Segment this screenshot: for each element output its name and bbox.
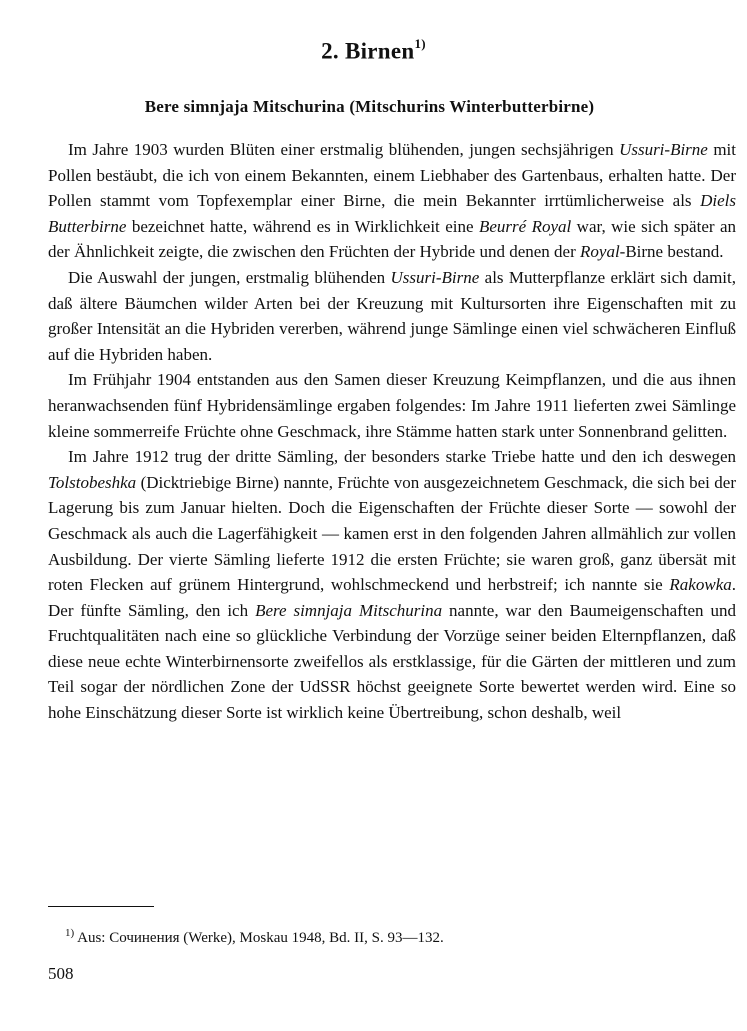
italic-term: Ussuri-Birne — [390, 267, 480, 287]
footnote-text: Aus: Сочинения (Werke), Moskau 1948, Bd. II, S. 93—132. — [77, 930, 444, 946]
text-run: bezeichnet hatte, während es in Wirklichkeit eine — [126, 216, 479, 236]
text-run: war, wie sich später an der Ähnlichkeit zeigte, die zwischen den Früchten der Hybride und denen der — [48, 216, 736, 262]
text-run: Im Jahre 1912 trug der dritte Sämling, der besonders starke Triebe hatte und den ich deswegen — [68, 447, 736, 467]
text-run: mit Pollen bestäubt, die ich von einem Bekannten, einem Liebhaber des Gartenbaus, erhalten hatte. Der Pollen stammt vom Topfexemplar einer Birne, die mein Bekannter irrtümlicherweise als — [48, 140, 737, 211]
paragraph — [48, 444, 736, 726]
page-number: 508 — [48, 964, 74, 983]
text-run: (Dicktriebige Birne) nannte, Früchte von ausgezeichnetem Geschmack, die sich bei der Lagerung bis zum Januar hielten. Doch die Eigenschaften der Früchte dieser Sorte — sowohl der Geschmack als auch die Lagerfähigkeit — kamen erst in den folgenden Jahren allmählich zur vollen Ausbildung. Der vierte Sämling lieferte 1912 die ersten Früchte; sie waren groß, ganz übersät mit roten Flecken auf grünem Hintergrund, wohlschmeckend und herbstreif; ich nannte sie — [48, 472, 736, 595]
paragraph — [48, 137, 736, 265]
text-run: Im Frühjahr 1904 entstanden aus den Samen dieser Kreuzung Keimpflanzen, und die aus ihnen heranwachsenden fünf Hybridensämlinge ergaben folgendes: Im Jahre 1911 lieferten zwei Sämlinge kleine sommerreife Früchte ohne Geschmack, ihre Stämme hatten stark unter Sonnenbrand gelitten. — [48, 370, 736, 441]
italic-term: Tolstobeshka — [48, 472, 137, 492]
text-run: -Birne bestand. — [619, 242, 724, 262]
text-run: als Mutterpflanze erklärt sich damit, daß ältere Bäumchen wilder Arten bei der Kreuzung mit Kultursorten ihre Eigenschaften mit zu großer Intensität an die Hybriden vererben, während junge Sämlinge einen viel schwächeren Einfluß auf die Hybriden haben. — [48, 267, 736, 364]
footnote-mark: 1) — [65, 927, 75, 939]
chapter-footnote-mark: 1) — [414, 36, 426, 51]
italic-term: Rakowka — [669, 575, 732, 595]
italic-term: Bere simnjaja Mitschurina — [255, 600, 443, 620]
italic-term: Diels Butterbirne — [48, 191, 736, 236]
text-run: Im Jahre 1903 wurden Blüten einer erstmalig blühenden, jungen sechsjährigen — [68, 140, 620, 159]
italic-term: Beurré Royal — [478, 216, 572, 236]
footnote-divider — [48, 906, 154, 907]
paragraph — [48, 265, 736, 367]
chapter-title-text: 2. Birnen — [321, 38, 415, 64]
text-run: . Der fünfte Sämling, den ich — [48, 575, 736, 620]
italic-term: Royal — [580, 242, 620, 262]
text-run: nannte, war den Baumeigenschaften und Fruchtqualitäten nach eine so glückliche Verbindung der Vorzüge seiner beiden Elternpflanzen, daß diese neue echte Winterbirnensorte zweifellos als erstklassige, für die Gärten der mittleren und zum Teil sogar der nördlichen Zone der UdSSR höchst geeignete Sorte bewertet werden wird. Eine so hohe Einschätzung dieser Sorte ist wirklich keine Übertreibung, schon deshalb, weil — [48, 600, 736, 723]
italic-term: Ussuri-Birne — [619, 140, 708, 159]
footnote — [65, 927, 444, 947]
paragraph — [48, 367, 736, 444]
chapter-title — [0, 38, 747, 65]
text-run: Die Auswahl der jungen, erstmalig blühenden — [68, 267, 391, 287]
section-title: Bere simnjaja Mitschurina (Mitschurins Winterbutterbirne) — [144, 97, 595, 116]
body-text — [48, 137, 736, 726]
